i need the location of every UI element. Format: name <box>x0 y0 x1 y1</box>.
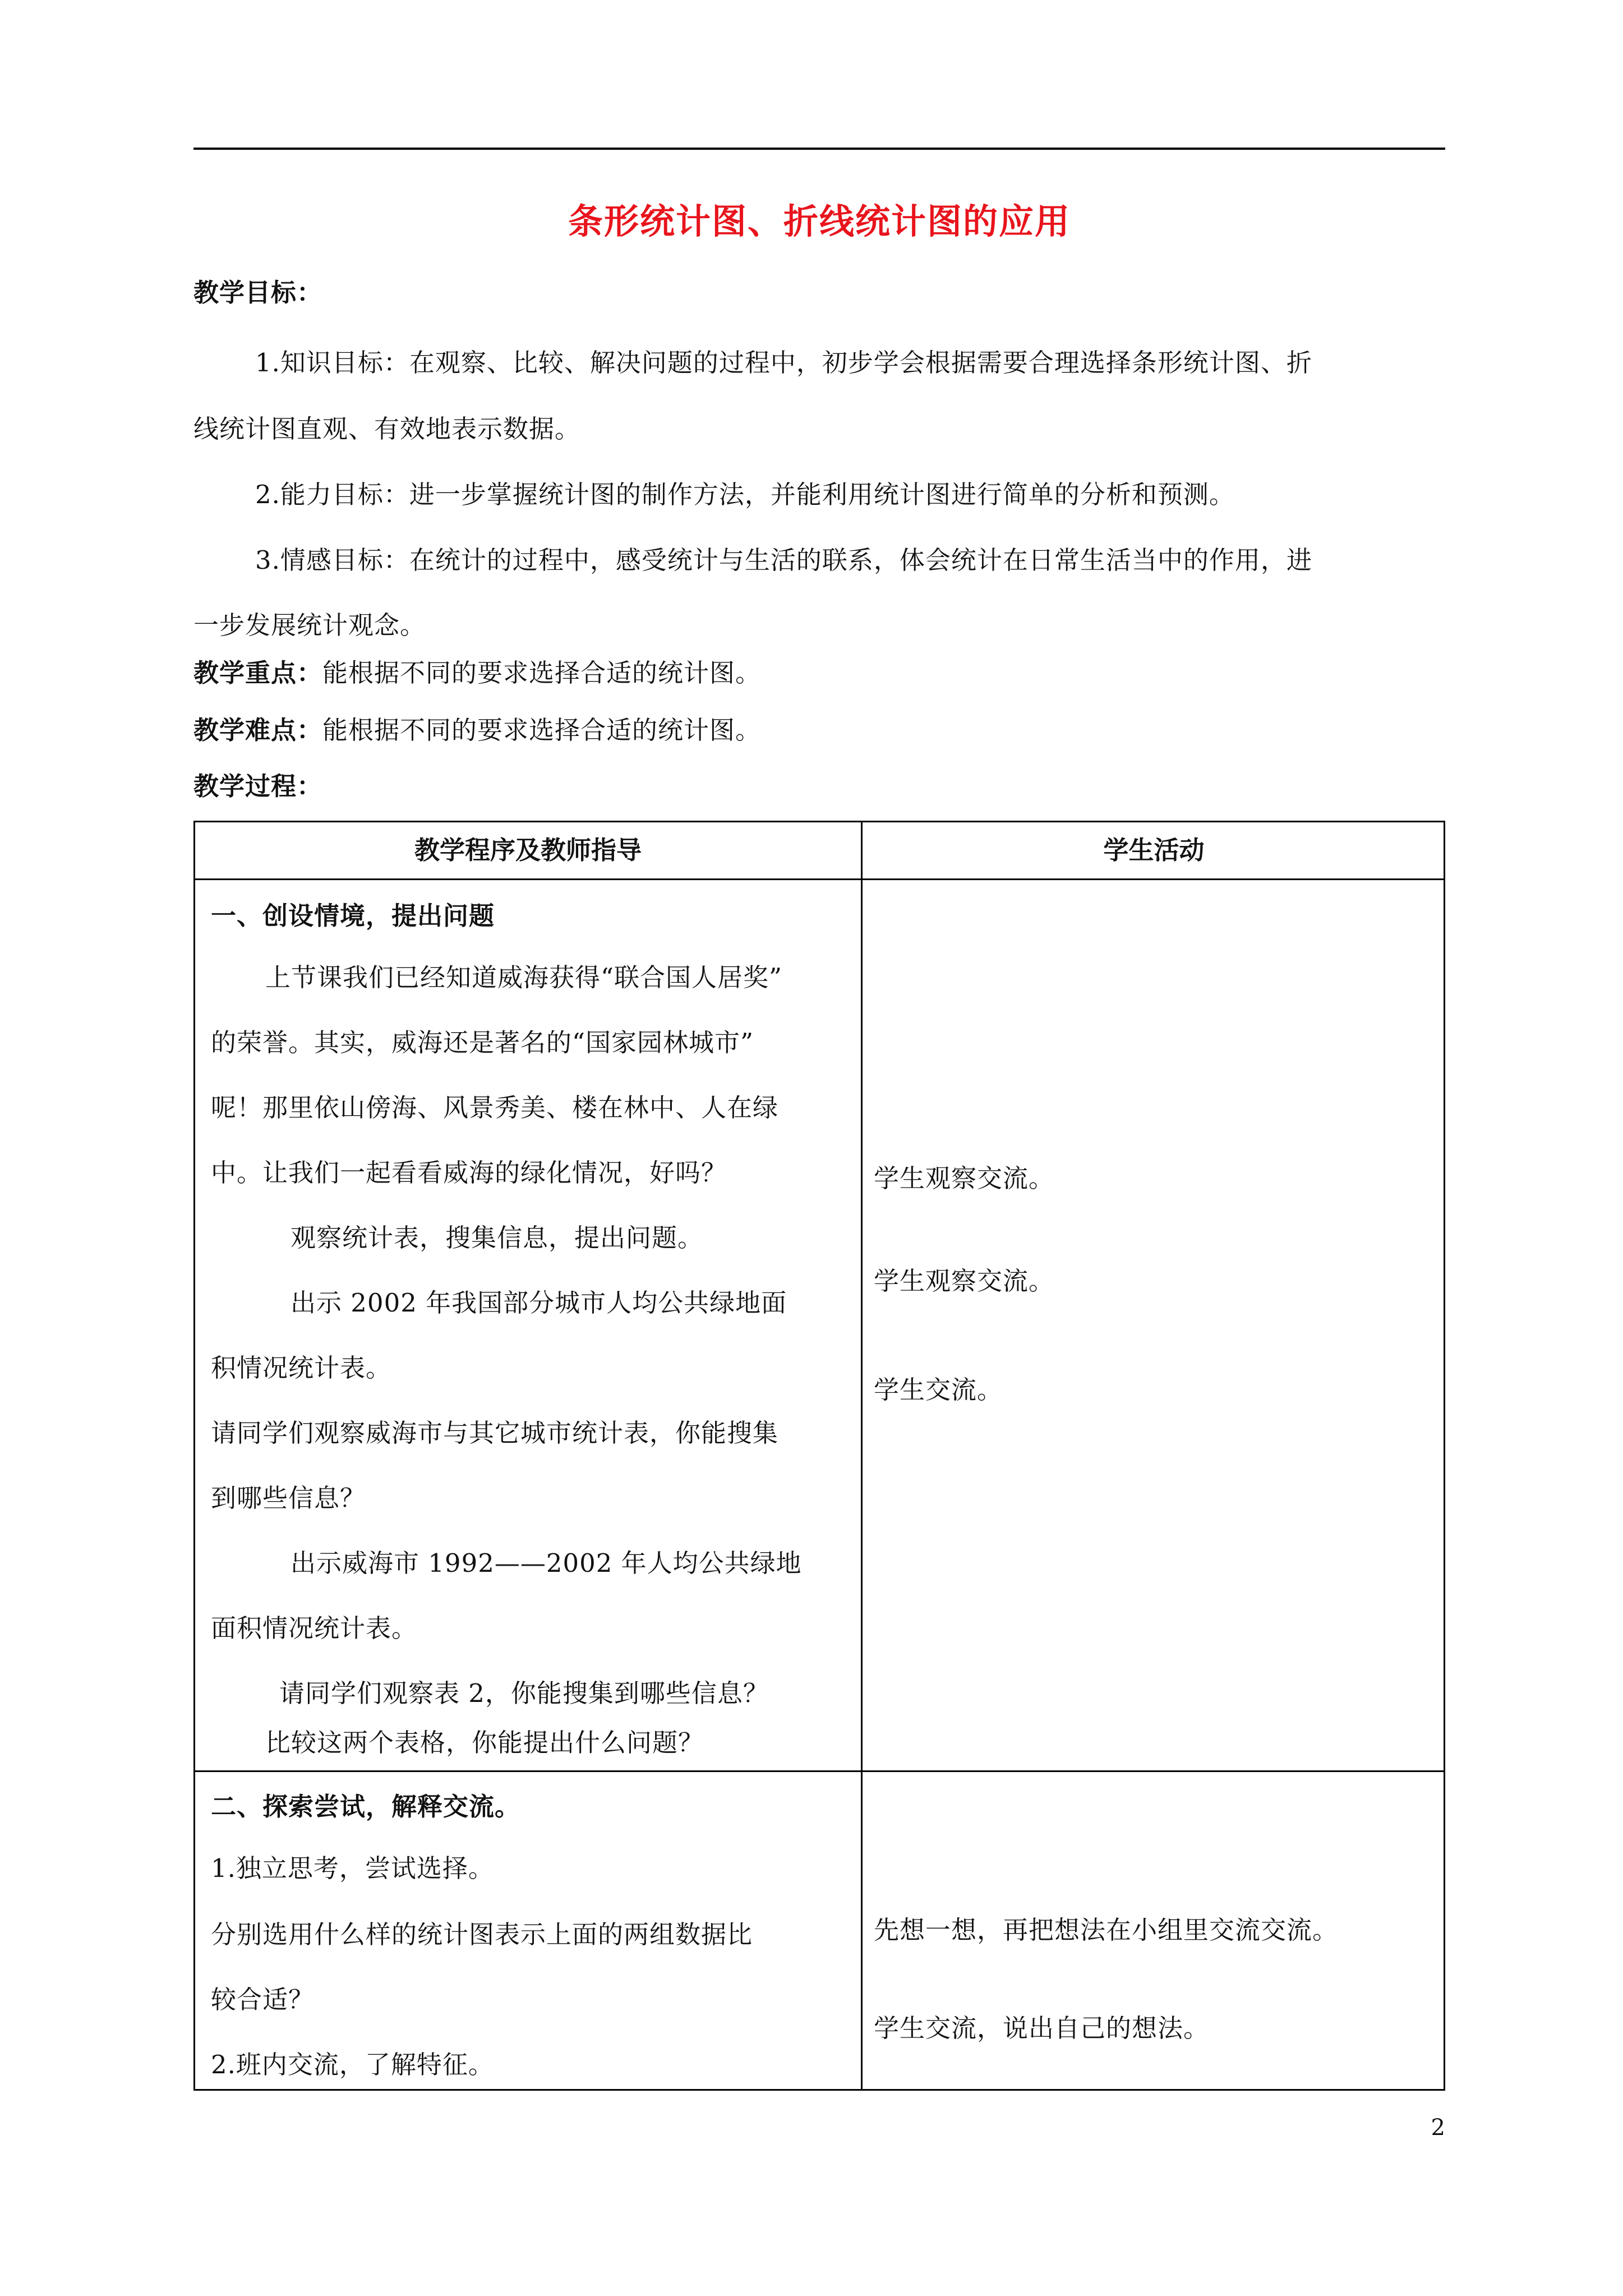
difficulty-label: 教学难点： <box>193 715 323 745</box>
section1-line: 呢！那里依山傍海、风景秀美、楼在林中、人在绿 <box>211 1093 779 1122</box>
process-heading: 教学过程： <box>193 771 323 801</box>
section1-line: 的荣誉。其实，威海还是著名的“国家园林城市” <box>211 1028 754 1057</box>
section1-line: 上节课我们已经知道威海获得“联合国人居奖” <box>265 963 783 992</box>
section1-line: 到哪些信息？ <box>211 1483 366 1513</box>
objective-line: 3.情感目标：在统计的过程中，感受统计与生活的联系，体会统计在日常生活当中的作用，进 <box>255 545 1312 575</box>
section1-line: 积情况统计表。 <box>211 1353 392 1383</box>
section-divider <box>195 1770 1444 1772</box>
section1-heading: 一、创设情境，提出问题 <box>211 901 495 931</box>
lesson-table <box>193 821 1445 2091</box>
section1-student-activity: 学生观察交流。 <box>874 1163 1055 1193</box>
section2-student-activity: 学生交流，说出自己的想法。 <box>874 2013 1210 2043</box>
header-teacher-guidance: 教学程序及教师指导 <box>414 835 642 865</box>
header-student-activity: 学生活动 <box>1103 835 1205 865</box>
section2-line: 较合适？ <box>211 1985 315 2014</box>
header-rule <box>193 148 1445 150</box>
objective-line: 1.知识目标：在观察、比较、解决问题的过程中，初步学会根据需要合理选择条形统计图、折 <box>255 348 1312 378</box>
section1-line: 面积情况统计表。 <box>211 1613 418 1643</box>
section1-student-activity: 学生观察交流。 <box>874 1266 1055 1296</box>
objective-line: 2.能力目标：进一步掌握统计图的制作方法，并能利用统计图进行简单的分析和预测。 <box>255 480 1235 509</box>
section1-line: 请同学们观察表 2，你能搜集到哪些信息？ <box>279 1678 769 1708</box>
section1-student-activity: 学生交流。 <box>874 1375 1003 1405</box>
section2-line: 分别选用什么样的统计图表示上面的两组数据比 <box>211 1920 753 1949</box>
objectives-heading: 教学目标： <box>193 278 323 307</box>
section1-line: 观察统计表，搜集信息，提出问题。 <box>291 1223 704 1253</box>
key-point-text: 能根据不同的要求选择合适的统计图。 <box>322 658 762 688</box>
section2-line: 2.班内交流，了解特征。 <box>211 2050 494 2079</box>
key-point <box>193 652 761 689</box>
page-title: 条形统计图、折线统计图的应用 <box>568 201 1071 242</box>
objective-line: 线统计图直观、有效地表示数据。 <box>193 414 581 444</box>
difficulty <box>193 710 761 746</box>
section2-heading: 二、探索尝试，解释交流。 <box>211 1792 521 1821</box>
column-divider <box>861 822 863 2089</box>
key-point-label: 教学重点： <box>193 658 323 688</box>
header-divider <box>195 878 1444 880</box>
section1-line: 出示威海市 1992——2002 年人均公共绿地 <box>291 1548 802 1578</box>
section1-line: 比较这两个表格，你能提出什么问题？ <box>265 1728 704 1757</box>
section1-line: 中。让我们一起看看威海的绿化情况，好吗？ <box>211 1158 727 1188</box>
page-number: 2 <box>1431 2115 1445 2141</box>
section2-student-activity: 先想一想，再把想法在小组里交流交流。 <box>874 1915 1339 1945</box>
section2-line: 1.独立思考，尝试选择。 <box>211 1853 494 1883</box>
objective-line: 一步发展统计观念。 <box>193 610 426 640</box>
section1-line: 出示 2002 年我国部分城市人均公共绿地面 <box>291 1288 787 1318</box>
section1-line: 请同学们观察威海市与其它城市统计表，你能搜集 <box>211 1418 779 1448</box>
difficulty-text: 能根据不同的要求选择合适的统计图。 <box>322 715 762 745</box>
